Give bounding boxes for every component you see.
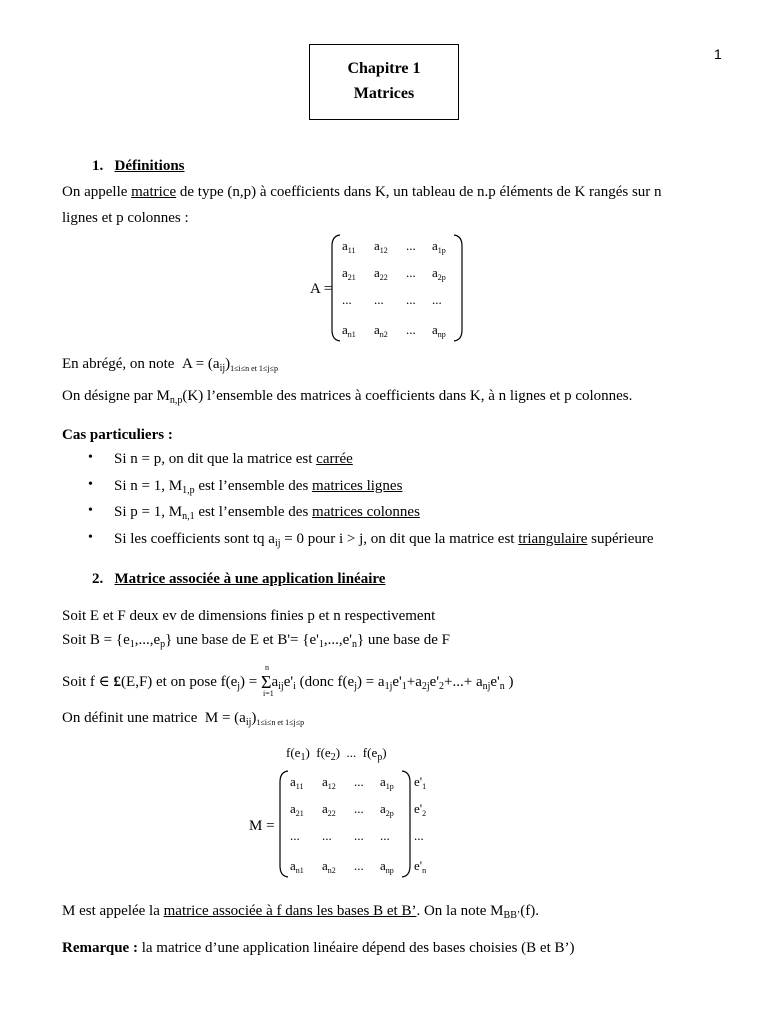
section-1-heading: 1. Définitions	[92, 158, 185, 174]
chapter-title: Chapitre 1	[347, 60, 421, 77]
matrix-a-label: A =	[310, 281, 333, 297]
cas-particuliers-title: Cas particuliers :	[62, 427, 173, 443]
matrix-m-cell: ...	[354, 858, 364, 873]
paragraph-abrege: En abrégé, on note $A = (a_{ij})_{1\le i\le n et 1\le j\le p}$	[62, 356, 278, 374]
matrix-m-row-header: $e'_n$	[414, 858, 427, 875]
list-item: • Si p = 1, $M_{n,1}$ est l’ensemble des matrices colonnes	[88, 503, 420, 522]
matrix-a-cell: $a_{12}$	[374, 238, 388, 255]
matrix-m-cell: $a_{n1}$	[290, 858, 304, 875]
matrix-m-cell: ...	[322, 828, 332, 843]
paragraph-define-matrix: On définit une matrice $M = (a_{ij})_{1\le i\le n et 1\le j\le p}$	[62, 710, 305, 728]
paragraph-definition-cont: lignes et p colonnes :	[62, 210, 189, 226]
paragraph-soit-ef: Soit E et F deux ev de dimensions finies p et n respectivement	[62, 608, 436, 624]
matrix-m-cell: $a_{12}$	[322, 774, 336, 791]
matrix-m-cell: ...	[354, 828, 364, 843]
list-item: • Si les coefficients sont tq $a_{ij} = 0$ pour i > j, on dit que la matrice est triangulaire supérieure	[88, 529, 654, 549]
matrix-m-cell: $a_{1p}$	[380, 774, 394, 791]
matrix-m-cell: ...	[354, 774, 364, 789]
chapter-subtitle: Matrices	[353, 85, 415, 102]
matrix-a-cell: $a_{2p}$	[432, 265, 446, 282]
matrix-m-cell: $a_{np}$	[380, 858, 394, 875]
matrix-m-cell: $a_{11}$	[290, 774, 304, 791]
matrix-a-cell: $a_{np}$	[432, 322, 446, 339]
matrix-m-row-header: ...	[414, 828, 424, 843]
page-number: 1	[714, 46, 722, 62]
matrix-m	[278, 768, 412, 880]
section-2-heading: 2. Matrice associée à une application linéaire	[92, 571, 386, 587]
chapter-title-box	[309, 44, 459, 120]
paragraph-application: Soit f ∈ £(E,F) et on pose $f(e_j)$ = n Σ i=1 $a_{ij}e'_i$ (donc $f(e_j) = a_{1j}e'_1+a_{2j}e'_2+...+ a_{nj}e'_n$ )	[62, 663, 514, 698]
sum-symbol: n Σ i=1	[261, 663, 274, 698]
matrix-a-cell: ...	[374, 292, 384, 307]
matrix-m-column-headers: $f(e_1)$ $f(e_2)$ ... $f(e_p)$	[286, 745, 387, 763]
matrix-m-cell: $a_{22}$	[322, 801, 336, 818]
matrix-m-row-headers	[414, 768, 444, 880]
matrix-a-cell: $a_{n2}$	[374, 322, 388, 339]
matrix-a	[330, 232, 464, 344]
matrix-a-cell: ...	[432, 292, 442, 307]
paragraph-remarque: Remarque : la matrice d’une application linéaire dépend des bases choisies (B et B’)	[62, 940, 575, 956]
list-item: • Si n = p, on dit que la matrice est carrée	[88, 450, 353, 467]
matrix-m-label: M =	[249, 818, 275, 834]
paragraph-designe: On désigne par $M_{n,p}(K)$ l’ensemble des matrices à coefficients dans K, à n lignes et p colonnes.	[62, 388, 633, 406]
matrix-m-row-header: $e'_2$	[414, 801, 427, 818]
list-item: • Si n = 1, $M_{1,p}$ est l’ensemble des matrices lignes	[88, 476, 403, 496]
paragraph-definition: On appelle matrice de type (n,p) à coefficients dans K, un tableau de n.p éléments de K rangés sur n	[62, 184, 662, 200]
matrix-a-cell: $a_{11}$	[342, 238, 356, 255]
matrix-a-cell: $a_{n1}$	[342, 322, 356, 339]
matrix-a-cell: ...	[406, 238, 416, 253]
matrix-a-cell: $a_{22}$	[374, 265, 388, 282]
matrix-a-cell: ...	[342, 292, 352, 307]
paragraph-appelee: M est appelée la matrice associée à f dans les bases B et B’. On la note $M_{BB’}(f)$.	[62, 903, 539, 921]
matrix-a-cell: ...	[406, 322, 416, 337]
matrix-m-cell: ...	[354, 801, 364, 816]
matrix-m-cell: $a_{n2}$	[322, 858, 336, 875]
matrix-m-cell: ...	[290, 828, 300, 843]
matrix-a-cell: ...	[406, 265, 416, 280]
matrix-a-cell: $a_{1p}$	[432, 238, 446, 255]
matrix-a-cell: $a_{21}$	[342, 265, 356, 282]
matrix-m-cell: $a_{2p}$	[380, 801, 394, 818]
paragraph-bases: Soit $B = \{e_1,...,e_p\}$ une base de E et $B'= \{e'_1,...,e'_n\}$ une base de F	[62, 632, 450, 650]
cas-list	[88, 451, 654, 557]
matrix-m-row-header: $e'_1$	[414, 774, 427, 791]
matrix-m-cell: $a_{21}$	[290, 801, 304, 818]
matrix-m-cell: ...	[380, 828, 390, 843]
matrix-a-cell: ...	[406, 292, 416, 307]
